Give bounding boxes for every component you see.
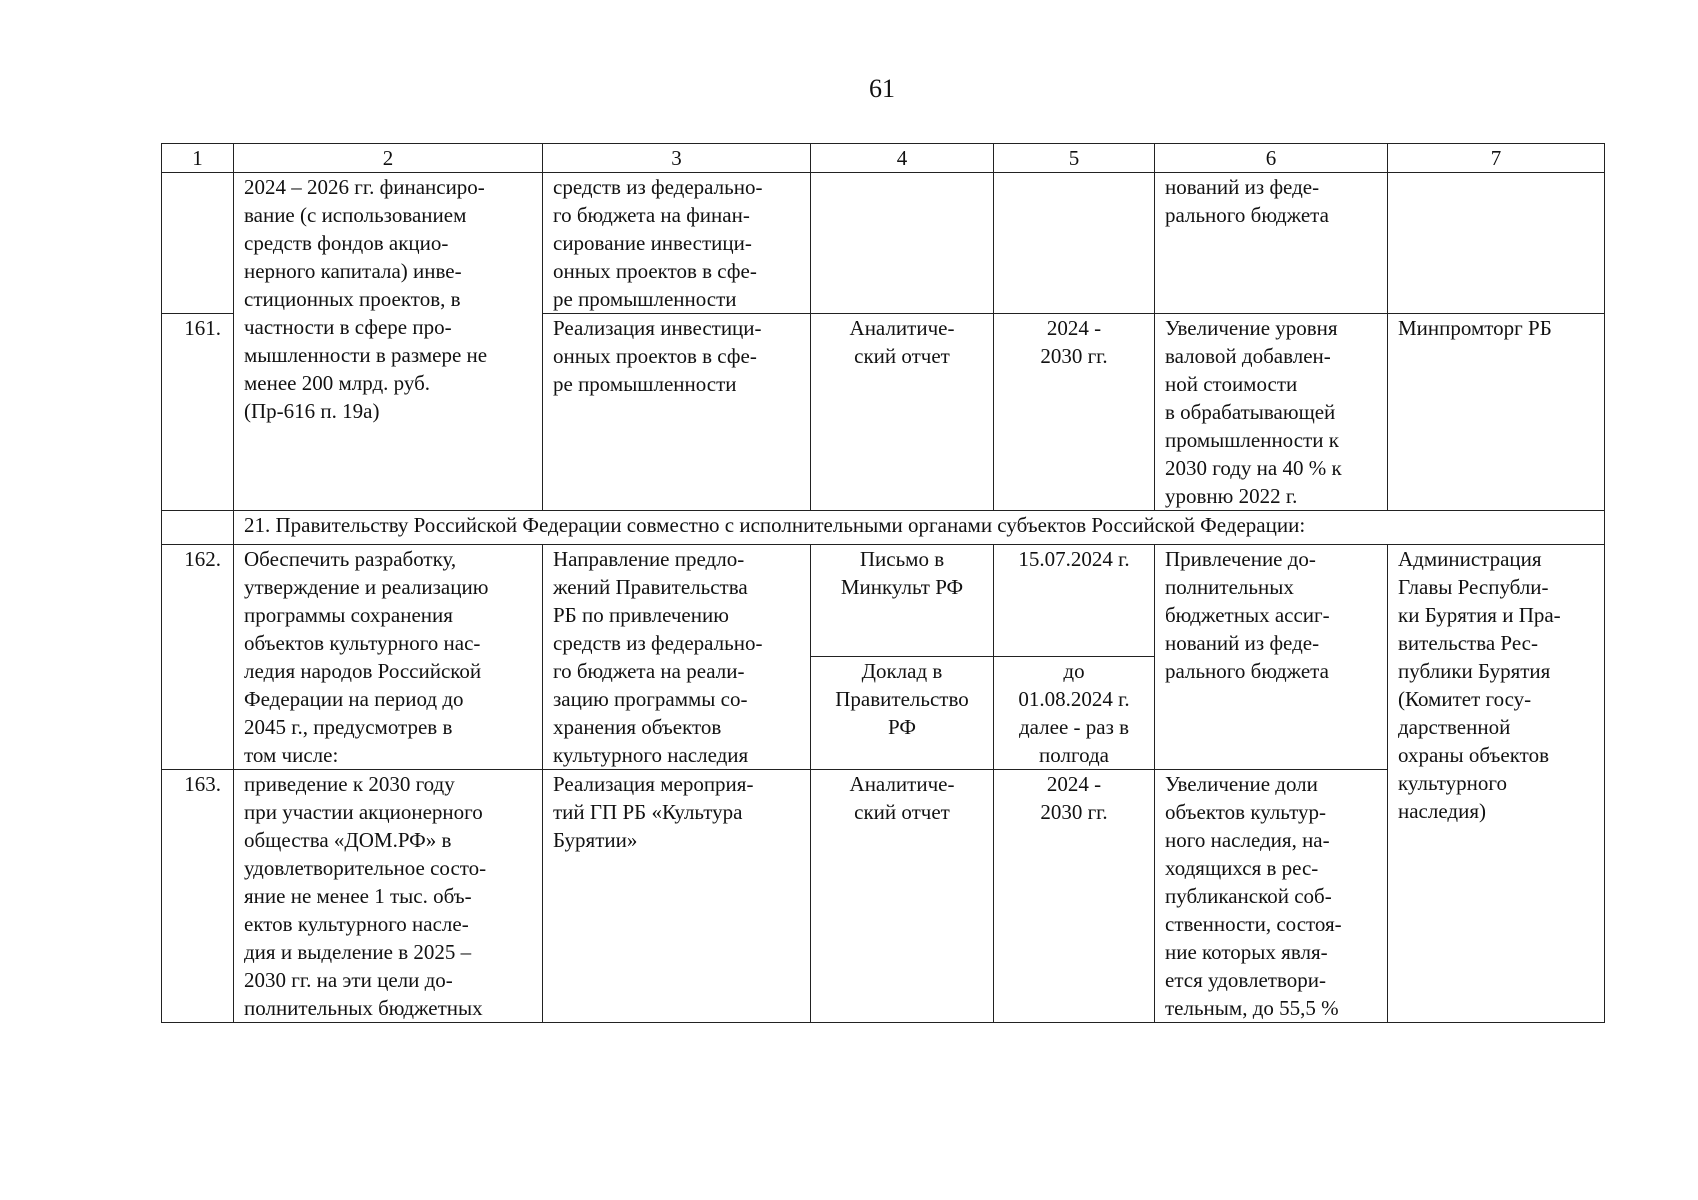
row-162-result: Привлечение до- полнительных бюджетных ассиг- нований из феде- рального бюджета bbox=[1155, 545, 1388, 770]
header-col-2: 2 bbox=[234, 144, 543, 173]
header-col-3: 3 bbox=[543, 144, 811, 173]
row-163-report-form: Аналитиче- ский отчет bbox=[811, 770, 994, 1023]
row-162-mechanism: Направление предло- жений Правительства РБ по привлечению средств из федерально- го бюджета на реали- зацию программы со- хранения объектов культурного наследия bbox=[543, 545, 811, 770]
row-163-deadline: 2024 - 2030 гг. bbox=[994, 770, 1155, 1023]
row-161-responsible: Минпромторг РБ bbox=[1388, 314, 1605, 511]
header-row bbox=[162, 144, 1605, 173]
row-163-mechanism: Реализация мероприя- тий ГП РБ «Культура Бурятии» bbox=[543, 770, 811, 1023]
header-col-5: 5 bbox=[994, 144, 1155, 173]
section-21-row bbox=[162, 511, 1605, 545]
row-161-report-form: Аналитиче- ский отчет bbox=[811, 314, 994, 511]
row-163-measure: приведение к 2030 году при участии акционерного общества «ДОМ.РФ» в удовлетворительное состо- яние не менее 1 тыс. объ- ектов культурного насле- дия и выделение в 2025 – 2030 гг. на эти цели до- полнительных бюджетных bbox=[234, 770, 543, 1023]
header-col-7: 7 bbox=[1388, 144, 1605, 173]
action-plan-table bbox=[161, 143, 1605, 1023]
row-163-number: 163. bbox=[162, 770, 234, 1023]
row-161-deadline: 2024 - 2030 гг. bbox=[994, 314, 1155, 511]
header-col-4: 4 bbox=[811, 144, 994, 173]
cont-col4-cell bbox=[811, 173, 994, 314]
cont-col5-cell bbox=[994, 173, 1155, 314]
cont-result-text: нований из феде- рального бюджета bbox=[1155, 173, 1388, 314]
header-col-6: 6 bbox=[1155, 144, 1388, 173]
row-161-number: 161. bbox=[162, 314, 234, 511]
row-162-measure: Обеспечить разработку, утверждение и реализацию программы сохранения объектов культурного нас- ледия народов Российской Федерации на период до 2045 г., предусмотрев в том числе: bbox=[234, 545, 543, 770]
row-161-mechanism: Реализация инвестици- онных проектов в сфе- ре промышленности bbox=[543, 314, 811, 511]
page-number: 61 bbox=[869, 74, 895, 103]
section-21-num-cell bbox=[162, 511, 234, 545]
cont-mechanism-text: средств из федерально- го бюджета на финан- сирование инвестици- онных проектов в сфе- ре промышленности bbox=[543, 173, 811, 314]
row-162-deadline-doklad: до 01.08.2024 г. далее - раз в полгода bbox=[994, 657, 1155, 770]
continuation-row bbox=[162, 173, 1605, 314]
cont-measure-text: 2024 – 2026 гг. финансиро- вание (с использованием средств фондов акцио- нерного капитала) инве- стиционных проектов, в частности в сфере про- мышленности в размере не менее 200 млрд. руб. (Пр-616 п. 19а) bbox=[234, 173, 543, 511]
row-161-result: Увеличение уровня валовой добавлен- ной стоимости в обрабатывающей промышленности к 2030 году на 40 % к уровню 2022 г. bbox=[1155, 314, 1388, 511]
row-162-report-doklad: Доклад в Правительство РФ bbox=[811, 657, 994, 770]
row-162-deadline-letter: 15.07.2024 г. bbox=[994, 545, 1155, 657]
row-162 bbox=[162, 545, 1605, 657]
cont-num-cell bbox=[162, 173, 234, 314]
cont-col7-cell bbox=[1388, 173, 1605, 314]
row-163-result: Увеличение доли объектов культур- ного наследия, на- ходящихся в рес- публиканской соб- ственности, состоя- ние которых явля- ется удовлетвори- тельным, до 55,5 % bbox=[1155, 770, 1388, 1023]
row-162-report-letter: Письмо в Минкульт РФ bbox=[811, 545, 994, 657]
header-col-1: 1 bbox=[162, 144, 234, 173]
section-21-heading: 21. Правительству Российской Федерации совместно с исполнительными органами субъектов Российской Федерации: bbox=[234, 511, 1605, 545]
row-162-number: 162. bbox=[162, 545, 234, 770]
row-162-163-responsible: Администрация Главы Республи- ки Бурятия и Пра- вительства Рес- публики Бурятия (Комитет госу- дарственной охраны объектов культурного наследия) bbox=[1388, 545, 1605, 1023]
